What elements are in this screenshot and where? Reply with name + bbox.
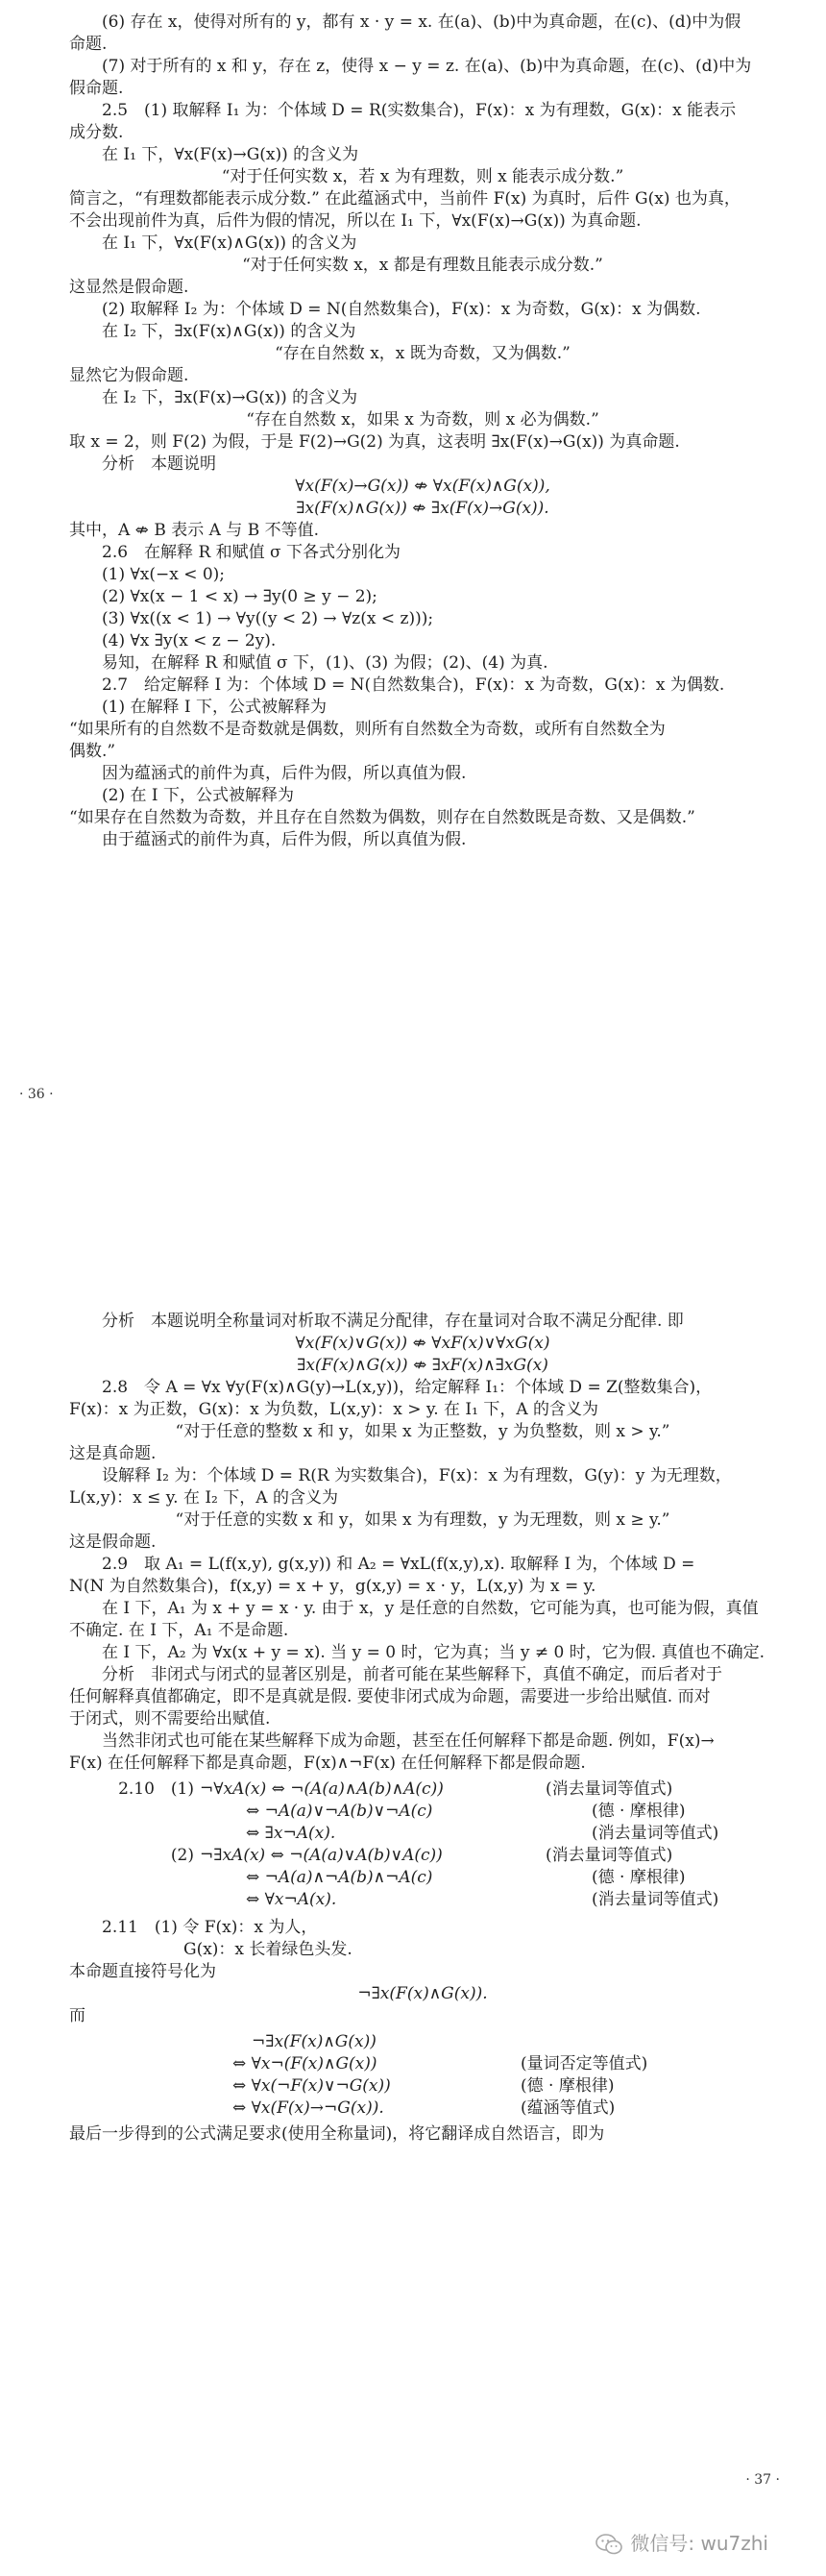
- text-line: (3) ∀x((x < 1) → ∀y((y < 2) → ∀z(x < z)));: [102, 609, 434, 628]
- text-line: “对于任何实数 x，x 都是有理数且能表示成分数.”: [242, 256, 603, 275]
- text-line: 在 I 下，A₂ 为 ∀x(x + y = x). 当 y = 0 时，它为真；当 y ≠ 0 时，它为假. 真值也不确定.: [102, 1643, 765, 1662]
- step-formula: ⇔ ¬A(a)∨¬A(b)∨¬A(c): [246, 1802, 433, 1821]
- step-justification: (消去量词等值式): [546, 1779, 673, 1799]
- equivalence-step: [69, 1823, 776, 1845]
- text-line: 分析 非闭式与闭式的显著区别是，前者可能在某些解释下，真值不确定，而后者对于: [102, 1665, 722, 1684]
- text-line: 于闭式，则不需要给出赋值.: [69, 1709, 271, 1729]
- equivalence-step: [69, 2075, 776, 2098]
- step-formula: ⇔ ¬A(a)∧¬A(b)∧¬A(c): [246, 1868, 433, 1887]
- text-line: 偶数.”: [69, 742, 116, 761]
- text-line: (7) 对于所有的 x 和 y，存在 z，使得 x − y = z. 在(a)、(b)中为真命题，在(c)、(d)中为: [102, 57, 752, 76]
- text-line: 2.5 (1) 取解释 I₁ 为：个体域 D = R(实数集合)，F(x)：x 为有理数，G(x)：x 能表示: [102, 101, 737, 120]
- text-line: 不确定. 在 I 下，A₁ 不是命题.: [69, 1621, 289, 1640]
- step-justification: (消去量词等值式): [592, 1824, 719, 1843]
- step-justification: (德 · 摩根律): [592, 1868, 686, 1887]
- text-line: 分析 本题说明全称量词对析取不满足分配律，存在量词对合取不满足分配律. 即: [102, 1312, 684, 1331]
- text-line: ∀x(F(x)∨G(x)) ⇎ ∀xF(x)∨∀xG(x): [295, 1334, 550, 1353]
- page-37: [0, 1307, 826, 2576]
- step-justification: (量词否定等值式): [521, 2054, 648, 2073]
- text-line: 其中，A ⇎ B 表示 A 与 B 不等值.: [69, 521, 320, 540]
- equivalence-step: [69, 1801, 776, 1823]
- text-line: 假命题.: [69, 79, 124, 98]
- exercise-2-10: [69, 1779, 776, 1911]
- step-justification: (消去量词等值式): [592, 1890, 719, 1909]
- step-justification: (德 · 摩根律): [521, 2076, 615, 2096]
- text-line: (2) 取解释 I₂ 为：个体域 D = N(自然数集合)，F(x)：x 为奇数，G(x)：x 为偶数.: [102, 300, 701, 319]
- watermark-text: 微信号: wu7zhi: [630, 2532, 768, 2555]
- step-label: 2.10 (1): [118, 1779, 194, 1799]
- text-line: 在 I₁ 下，∀x(F(x)→G(x)) 的含义为: [102, 145, 359, 164]
- text-line: 这是真命题.: [69, 1444, 157, 1463]
- step-label: (2): [170, 1846, 194, 1865]
- text-line: 这显然是假命题.: [69, 278, 189, 297]
- watermark: [595, 2533, 768, 2555]
- equivalence-step: [69, 1889, 776, 1911]
- text-line: 在 I₁ 下，∀x(F(x)∧G(x)) 的含义为: [102, 233, 357, 253]
- text-line: 取 x = 2，则 F(2) 为假，于是 F(2)→G(2) 为真，这表明 ∃x(F(x)→G(x)) 为真命题.: [69, 432, 680, 452]
- text-line: 2.8 令 A = ∀x ∀y(F(x)∧G(y)→L(x,y))，给定解释 I₁：个体域 D = Z(整数集合)，: [102, 1378, 713, 1397]
- text-line: 本命题直接符号化为: [69, 1962, 216, 1981]
- text-line: “对于任何实数 x，若 x 为有理数，则 x 能表示成分数.”: [221, 167, 624, 186]
- text-line: 在 I₂ 下，∃x(F(x)→G(x)) 的含义为: [102, 388, 358, 407]
- page-number: · 37 ·: [745, 2472, 780, 2488]
- equivalence-step: [69, 2098, 776, 2120]
- text-line: ¬∃x(F(x)∧G(x)).: [357, 1984, 488, 2003]
- text-line: L(x,y)：x ≤ y. 在 I₂ 下，A 的含义为: [69, 1488, 338, 1508]
- text-line: 这是假命题.: [69, 1533, 157, 1552]
- text-line: “对于任意的实数 x 和 y，如果 x 为有理数，y 为无理数，则 x ≥ y.”: [175, 1510, 670, 1530]
- page-37-text: [69, 1307, 776, 1775]
- step-formula: ⇔ ∀x(F(x)→¬G(x)).: [232, 2098, 384, 2118]
- text-line: ∀x(F(x)→G(x)) ⇎ ∀x(F(x)∧G(x)),: [295, 477, 550, 496]
- equivalence-step: [69, 1845, 776, 1867]
- text-line: 易知，在解释 R 和赋值 σ 下，(1)、(3) 为假；(2)、(4) 为真.: [102, 653, 548, 673]
- exercise-2-11: [69, 1917, 776, 2027]
- equivalence-step: [69, 1867, 776, 1889]
- text-line: “存在自然数 x，如果 x 为奇数，则 x 必为偶数.”: [246, 410, 599, 429]
- text-line: “对于任意的整数 x 和 y，如果 x 为正整数，y 为负整数，则 x > y.”: [175, 1422, 670, 1441]
- text-line: 任何解释真值都确定，即不是真就是假. 要使非闭式成为命题，需要进一步给出赋值. 而对: [69, 1687, 711, 1706]
- text-line: 分析 本题说明: [102, 454, 216, 474]
- text-line: 不会出现前件为真，后件为假的情况，所以在 I₁ 下，∀x(F(x)→G(x)) 为真命题.: [69, 211, 642, 231]
- text-line: “存在自然数 x，x 既为奇数，又为偶数.”: [275, 344, 571, 363]
- text-line: G(x)：x 长着绿色头发.: [102, 1940, 352, 1959]
- text-line: 简言之，“有理数都能表示成分数.” 在此蕴涵式中，当前件 F(x) 为真时，后件 G(x) 也为真，: [69, 189, 741, 209]
- equivalence-chain-2-10: [69, 1779, 776, 1911]
- text-line: 在 I₂ 下，∃x(F(x)∧G(x)) 的含义为: [102, 322, 356, 341]
- text-line: 而: [69, 2006, 85, 2025]
- step-formula: ¬∃xA(x) ⇔ ¬(A(a)∨A(b)∨A(c)): [200, 1846, 443, 1865]
- step-formula: ⇔ ∃x¬A(x).: [246, 1824, 336, 1843]
- text-line: 设解释 I₂ 为：个体域 D = R(R 为实数集合)，F(x)：x 为有理数，G(y)：y 为无理数，: [102, 1466, 732, 1485]
- text-line: 由于蕴涵式的前件为真，后件为假，所以真值为假.: [102, 830, 467, 849]
- text-line: 成分数.: [69, 123, 124, 142]
- step-justification: (消去量词等值式): [546, 1846, 673, 1865]
- step-formula: ⇔ ∀x¬(F(x)∧G(x)): [232, 2054, 377, 2073]
- equivalence-step: [69, 2053, 776, 2075]
- page-36: [0, 0, 826, 1115]
- text-line: (1) 在解释 I 下，公式被解释为: [102, 698, 328, 717]
- step-formula: ⇔ ∀x(¬F(x)∨¬G(x)): [232, 2076, 391, 2096]
- text-line: 显然它为假命题.: [69, 366, 189, 385]
- text-line: ∃x(F(x)∧G(x)) ⇎ ∃xF(x)∧∃xG(x): [297, 1356, 548, 1375]
- closing-sentence: 最后一步得到的公式满足要求(使用全称量词)，将它翻译成自然语言，即为: [69, 2124, 605, 2144]
- text-line: (2) 在 I 下，公式被解释为: [102, 786, 295, 805]
- step-justification: (德 · 摩根律): [592, 1802, 686, 1821]
- equivalence-step: [69, 1779, 776, 1801]
- text-line: 2.7 给定解释 I 为：个体域 D = N(自然数集合)，F(x)：x 为奇数，G(x)：x 为偶数.: [102, 675, 725, 695]
- page-number: · 36 ·: [19, 1087, 54, 1102]
- text-line: “如果所有的自然数不是奇数就是偶数，则所有自然数全为奇数，或所有自然数全为: [69, 720, 666, 739]
- text-line: “如果存在自然数为奇数，并且存在自然数为偶数，则存在自然数既是奇数、又是偶数.”: [69, 808, 695, 827]
- text-line: F(x) 在任何解释下都是真命题，F(x)∧¬F(x) 在任何解释下都是假命题.: [69, 1754, 586, 1773]
- step-formula: ¬∀xA(x) ⇔ ¬(A(a)∧A(b)∧A(c)): [200, 1779, 444, 1799]
- text-line: 命题.: [69, 35, 108, 54]
- equivalence-chain-2-11: [69, 2031, 776, 2120]
- page-36-text: [69, 0, 776, 851]
- wechat-icon: [595, 2534, 622, 2555]
- step-formula: ¬∃x(F(x)∧G(x)): [252, 2032, 377, 2051]
- text-line: (4) ∀x ∃y(x < z − 2y).: [102, 631, 277, 650]
- text-line: 2.9 取 A₁ = L(f(x,y), g(x,y)) 和 A₂ = ∀xL(f(x,y),x). 取解释 I 为，个体域 D =: [102, 1555, 695, 1574]
- text-line: (1) ∀x(−x < 0);: [102, 565, 226, 584]
- text-line: (6) 存在 x，使得对所有的 y，都有 x · y = x. 在(a)、(b)中为真命题，在(c)、(d)中为假: [102, 12, 741, 32]
- text-line: N(N 为自然数集合)，f(x,y) = x + y，g(x,y) = x · y，L(x,y) 为 x = y.: [69, 1577, 596, 1596]
- text-line: 在 I 下，A₁ 为 x + y = x · y. 由于 x，y 是任意的自然数，它可能为真，也可能为假，真值: [102, 1599, 759, 1618]
- text-line: 当然非闭式也可能在某些解释下成为命题，甚至在任何解释下都是命题. 例如，F(x)→: [102, 1731, 715, 1751]
- text-line: 因为蕴涵式的前件为真，后件为假，所以真值为假.: [102, 764, 467, 783]
- text-line: ∃x(F(x)∧G(x)) ⇎ ∃x(F(x)→G(x)).: [296, 499, 549, 518]
- step-formula: ⇔ ∀x¬A(x).: [246, 1890, 337, 1909]
- equivalence-step: [69, 2031, 776, 2053]
- text-line: F(x)：x 为正数，G(x)：x 为负数，L(x,y)：x > y. 在 I₁ 下，A 的含义为: [69, 1400, 599, 1419]
- text-line: 2.11 (1) 令 F(x)：x 为人，: [102, 1918, 318, 1937]
- step-justification: (蕴涵等值式): [521, 2098, 616, 2118]
- text-line: 2.6 在解释 R 和赋值 σ 下各式分别化为: [102, 543, 401, 562]
- text-line: (2) ∀x(x − 1 < x) → ∃y(0 ≥ y − 2);: [102, 587, 377, 606]
